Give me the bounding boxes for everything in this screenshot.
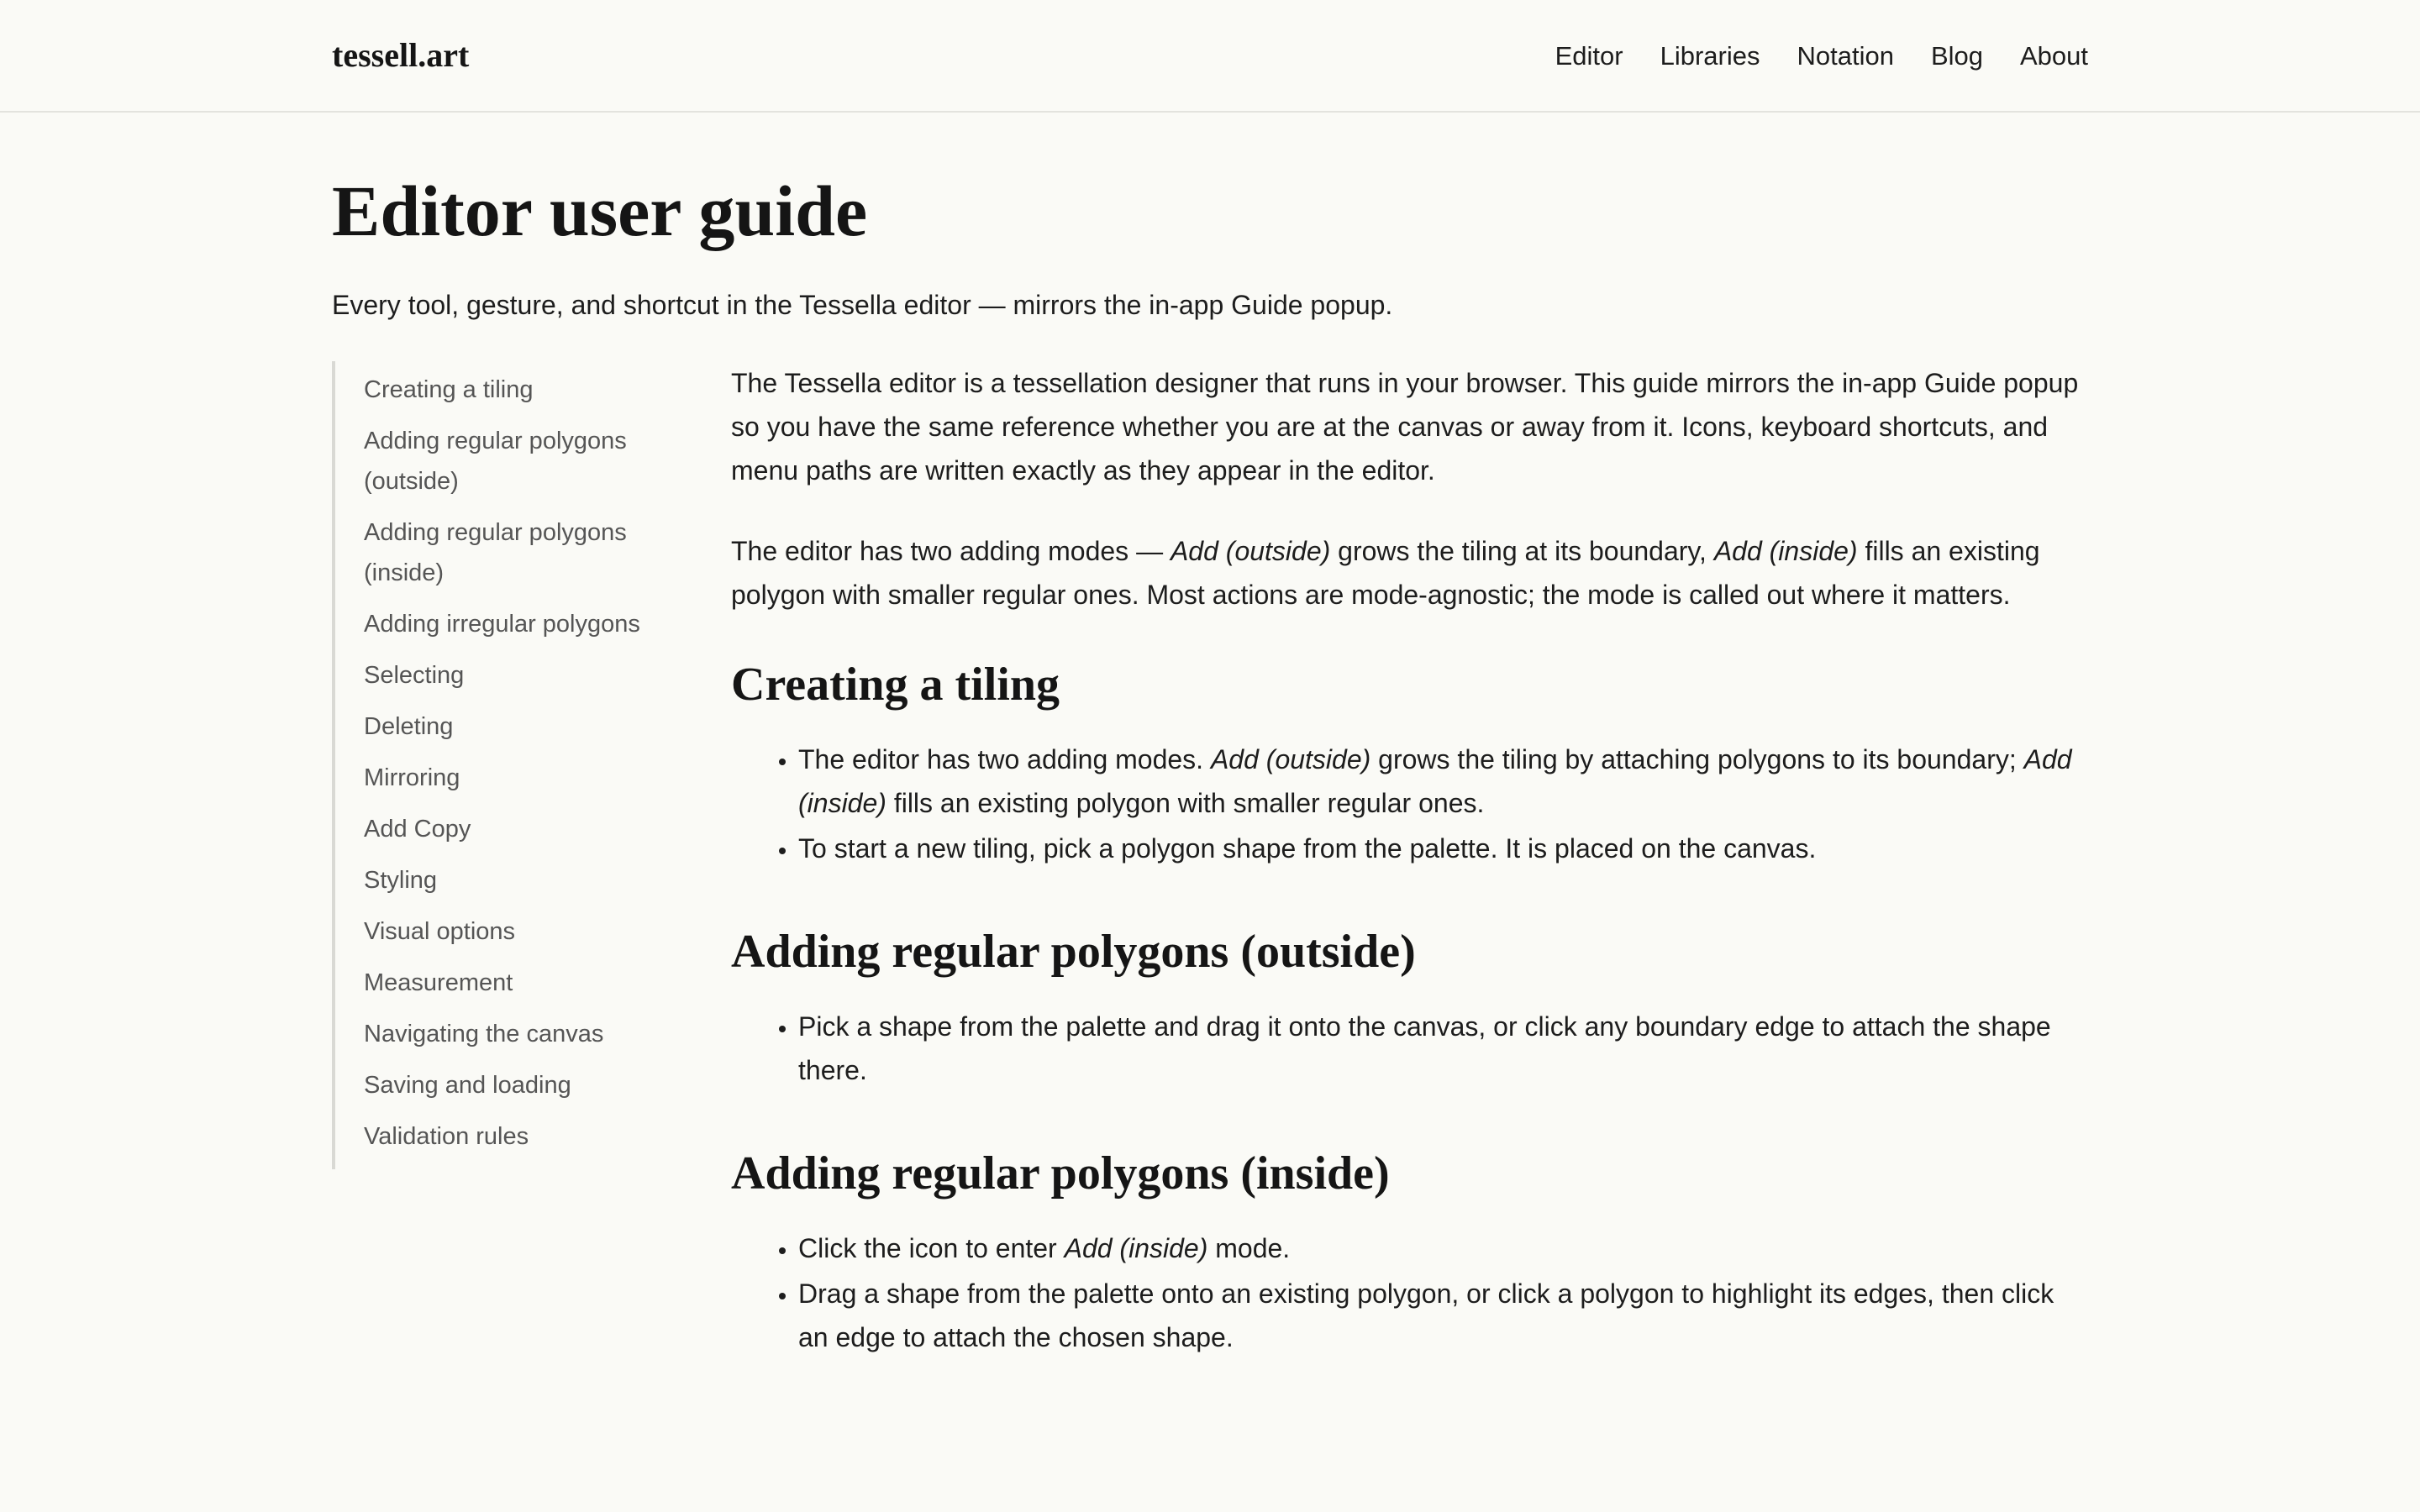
toc-link-saving-loading[interactable]: Saving and loading: [364, 1072, 571, 1099]
mode-name-inside: Add (inside): [798, 744, 2072, 818]
list-item: [798, 1226, 2088, 1270]
modes-paragraph: [731, 529, 2088, 617]
creating-list: [731, 738, 2088, 870]
toc-link-add-copy[interactable]: Add Copy: [364, 816, 471, 843]
table-of-contents: [332, 361, 676, 1169]
nav-link-about[interactable]: About: [2019, 41, 2088, 71]
section-heading-creating: Creating a tiling: [731, 659, 1060, 711]
nav-link-editor[interactable]: Editor: [1555, 41, 1623, 71]
text-span: The editor has two adding modes —: [731, 536, 1171, 566]
toc-link-validation-rules[interactable]: Validation rules: [364, 1123, 529, 1150]
toc-link-selecting[interactable]: Selecting: [364, 662, 465, 689]
text-span: fills an existing polygon with smaller regular ones. Most actions are mode-agnostic; the mode is called out where it matters.: [731, 536, 2040, 610]
site-logo-link[interactable]: tessell.art: [332, 36, 470, 74]
nav-link-notation[interactable]: Notation: [1797, 41, 1894, 71]
site-header: [0, 0, 2420, 113]
toc-link-deleting[interactable]: Deleting: [364, 713, 454, 740]
toc-link-mirroring[interactable]: Mirroring: [364, 764, 460, 791]
text-span: The editor has two adding modes.: [798, 744, 1211, 774]
text-span: grows the tiling by attaching polygons to its boundary;: [1370, 744, 2024, 774]
intro-paragraph: The Tessella editor is a tessellation designer that runs in your browser. This guide mirrors the in-app Guide popup so you have the same reference whether you are at the canvas or away from it. Icons, keyboard shortcuts, and menu paths are written exactly as they appear in the editor.: [731, 368, 2079, 486]
list-item: • Drag a shape from the palette onto an existing polygon, or click a polygon to highlight its edges, then click an edge to attach the chosen shape.: [798, 1272, 2088, 1359]
mode-name-inside: Add (inside): [1713, 536, 1858, 566]
page-subtitle: Every tool, gesture, and shortcut in the Tessella editor — mirrors the in-app Guide popup.: [332, 290, 1393, 320]
nav-link-blog[interactable]: Blog: [1930, 41, 1983, 71]
text-span: Click the icon to enter: [798, 1233, 1065, 1263]
section-heading-inside: Adding regular polygons (inside): [731, 1147, 1390, 1200]
toc-link-styling[interactable]: Styling: [364, 867, 438, 894]
page-title: Editor user guide: [332, 171, 868, 251]
mode-name-outside: Add (outside): [1170, 536, 1331, 566]
outside-list: [731, 1005, 2088, 1092]
toc-link-navigating-canvas[interactable]: Navigating the canvas: [364, 1021, 604, 1047]
mode-name-outside: Add (outside): [1210, 744, 1371, 774]
guide-content: [731, 361, 2088, 1410]
text-span: grows the tiling at its boundary,: [1330, 536, 1714, 566]
text-span: fills an existing polygon with smaller regular ones.: [886, 788, 1485, 818]
toc-link-visual-options[interactable]: Visual options: [364, 918, 516, 945]
nav-link-libraries[interactable]: Libraries: [1660, 41, 1760, 71]
toc-link-measurement[interactable]: Measurement: [364, 969, 513, 996]
toc-link-adding-irregular[interactable]: Adding irregular polygons: [364, 611, 640, 638]
inside-list: [731, 1226, 2088, 1359]
main-nav: [1518, 37, 2088, 76]
list-item: [798, 738, 2088, 825]
mode-name-inside: Add (inside): [1064, 1233, 1208, 1263]
toc-link-creating-a-tiling[interactable]: Creating a tiling: [364, 376, 534, 403]
list-item: • Pick a shape from the palette and drag it onto the canvas, or click any boundary edge to attach the shape there.: [798, 1005, 2088, 1092]
toc-link-adding-regular-inside[interactable]: Adding regular polygons (inside): [364, 519, 627, 586]
section-heading-outside: Adding regular polygons (outside): [731, 926, 1416, 978]
toc-link-adding-regular-outside[interactable]: Adding regular polygons (outside): [364, 428, 627, 495]
text-span: mode.: [1207, 1233, 1291, 1263]
list-item: • To start a new tiling, pick a polygon shape from the palette. It is placed on the canvas.: [798, 827, 2088, 870]
